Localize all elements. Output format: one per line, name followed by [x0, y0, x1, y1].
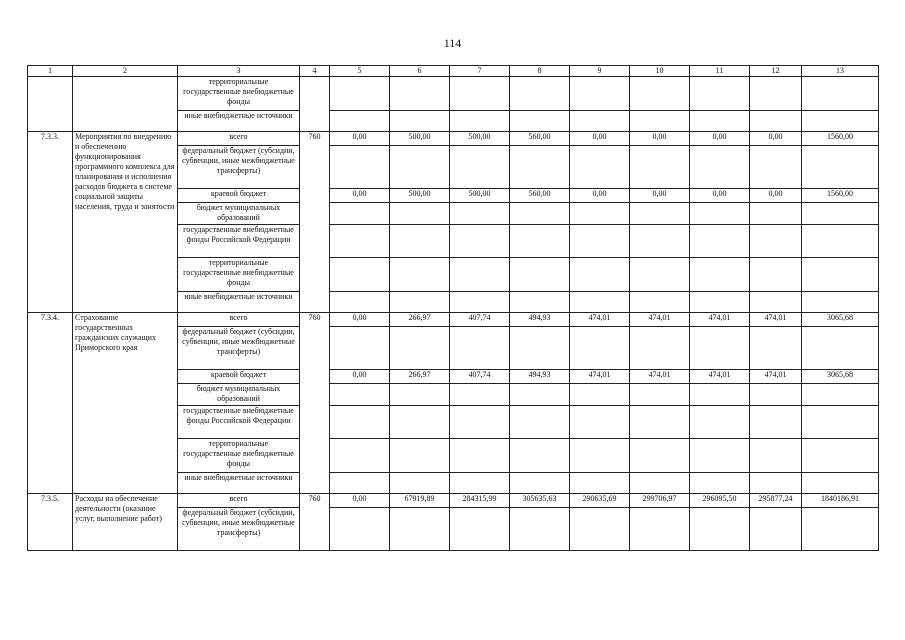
value-cell: [750, 258, 802, 292]
budget-table: [27, 65, 879, 551]
value-cell: 500,00: [450, 189, 510, 203]
value-cell: [690, 77, 750, 111]
value-cell: [802, 384, 879, 406]
header-cell: 4: [300, 66, 330, 77]
value-cell: [510, 508, 570, 551]
value-cell: [630, 384, 690, 406]
item-code: [28, 77, 73, 132]
value-cell: [802, 77, 879, 111]
value-cell: [802, 439, 879, 473]
value-cell: [330, 292, 390, 313]
value-cell: [690, 111, 750, 132]
value-cell: 560,00: [510, 189, 570, 203]
value-cell: [690, 473, 750, 494]
funding-source-label: всего: [178, 132, 300, 146]
value-cell: [750, 146, 802, 189]
value-cell: [690, 406, 750, 439]
funding-source-label: иные внебюджетные источники: [178, 473, 300, 494]
value-cell: 0,00: [570, 189, 630, 203]
value-cell: [570, 292, 630, 313]
value-cell: [630, 292, 690, 313]
value-cell: 474,01: [750, 370, 802, 384]
header-cell: 7: [450, 66, 510, 77]
value-cell: [570, 439, 630, 473]
header-cell: 5: [330, 66, 390, 77]
value-cell: [630, 439, 690, 473]
header-cell: 1: [28, 66, 73, 77]
value-cell: 290635,69: [570, 494, 630, 508]
funding-source-label: территориальные государственные внебюджетные фонды: [178, 77, 300, 111]
value-cell: 0,00: [630, 189, 690, 203]
value-cell: [510, 77, 570, 111]
value-cell: [390, 77, 450, 111]
value-cell: [750, 203, 802, 225]
value-cell: [330, 203, 390, 225]
funding-source-label: всего: [178, 494, 300, 508]
value-cell: [570, 225, 630, 258]
header-cell: 11: [690, 66, 750, 77]
value-cell: [630, 327, 690, 370]
value-cell: [450, 292, 510, 313]
value-cell: [630, 77, 690, 111]
value-cell: [510, 439, 570, 473]
value-cell: [390, 292, 450, 313]
value-cell: [802, 111, 879, 132]
value-cell: [690, 146, 750, 189]
table-row: [28, 77, 879, 111]
value-cell: [510, 111, 570, 132]
value-cell: [510, 384, 570, 406]
value-cell: [450, 146, 510, 189]
value-cell: [450, 203, 510, 225]
value-cell: [750, 327, 802, 370]
value-cell: [330, 77, 390, 111]
value-cell: [750, 473, 802, 494]
funding-source-label: краевой бюджет: [178, 370, 300, 384]
value-cell: [450, 384, 510, 406]
funding-source-label: государственные внебюджетные фонды Российской Федерации: [178, 225, 300, 258]
value-cell: [330, 225, 390, 258]
value-cell: [630, 406, 690, 439]
value-cell: [390, 508, 450, 551]
value-cell: 0,00: [750, 132, 802, 146]
value-cell: [390, 406, 450, 439]
funding-source-label: иные внебюджетные источники: [178, 292, 300, 313]
header-cell: 8: [510, 66, 570, 77]
value-cell: [630, 225, 690, 258]
value-cell: [690, 292, 750, 313]
value-cell: [690, 384, 750, 406]
value-cell: [802, 508, 879, 551]
value-cell: 296095,50: [690, 494, 750, 508]
value-cell: [690, 225, 750, 258]
value-cell: [750, 439, 802, 473]
funding-source-label: федеральный бюджет (субсидии, субвенции, иные межбюджетные трансферты): [178, 327, 300, 370]
value-cell: [630, 508, 690, 551]
value-cell: [510, 203, 570, 225]
grbs-code: [300, 77, 330, 132]
value-cell: 0,00: [330, 189, 390, 203]
value-cell: 266,97: [390, 313, 450, 327]
header-cell: 13: [802, 66, 879, 77]
value-cell: [390, 225, 450, 258]
value-cell: [750, 111, 802, 132]
value-cell: [750, 77, 802, 111]
value-cell: [330, 327, 390, 370]
value-cell: [570, 473, 630, 494]
value-cell: [802, 473, 879, 494]
value-cell: [450, 327, 510, 370]
header-row: [28, 66, 879, 77]
value-cell: 500,00: [450, 132, 510, 146]
value-cell: [570, 146, 630, 189]
table-row: [28, 313, 879, 327]
value-cell: [690, 203, 750, 225]
value-cell: [630, 258, 690, 292]
header-cell: 3: [178, 66, 300, 77]
value-cell: [510, 225, 570, 258]
value-cell: [330, 508, 390, 551]
item-code: 7.3.5.: [28, 494, 73, 551]
page-number: 114: [443, 36, 462, 50]
value-cell: [510, 327, 570, 370]
value-cell: 474,01: [570, 313, 630, 327]
value-cell: 407,74: [450, 370, 510, 384]
item-name: Страхование государственных гражданских служащих Приморского края: [73, 313, 178, 494]
value-cell: [450, 77, 510, 111]
value-cell: 500,00: [390, 189, 450, 203]
value-cell: [630, 111, 690, 132]
value-cell: 284315,99: [450, 494, 510, 508]
value-cell: [570, 406, 630, 439]
value-cell: [802, 406, 879, 439]
value-cell: [390, 473, 450, 494]
value-cell: 1840186,91: [802, 494, 879, 508]
value-cell: [690, 327, 750, 370]
value-cell: [630, 473, 690, 494]
funding-source-label: территориальные государственные внебюджетные фонды: [178, 439, 300, 473]
value-cell: [802, 258, 879, 292]
funding-source-label: федеральный бюджет (субсидии, субвенции, иные межбюджетные трансферты): [178, 146, 300, 189]
value-cell: [690, 439, 750, 473]
value-cell: [330, 258, 390, 292]
value-cell: [450, 439, 510, 473]
value-cell: [750, 225, 802, 258]
table-row: [28, 494, 879, 508]
value-cell: 0,00: [690, 189, 750, 203]
value-cell: [570, 77, 630, 111]
value-cell: [330, 406, 390, 439]
value-cell: [510, 292, 570, 313]
value-cell: 474,01: [750, 313, 802, 327]
value-cell: 299706,97: [630, 494, 690, 508]
value-cell: 474,01: [570, 370, 630, 384]
funding-source-label: государственные внебюджетные фонды Российской Федерации: [178, 406, 300, 439]
value-cell: 407,74: [450, 313, 510, 327]
value-cell: 1560,00: [802, 189, 879, 203]
value-cell: 474,01: [690, 313, 750, 327]
value-cell: [330, 439, 390, 473]
value-cell: [570, 384, 630, 406]
value-cell: [690, 258, 750, 292]
header-cell: 2: [73, 66, 178, 77]
value-cell: 0,00: [750, 189, 802, 203]
value-cell: [570, 111, 630, 132]
value-cell: 474,01: [630, 370, 690, 384]
value-cell: [450, 258, 510, 292]
value-cell: [802, 225, 879, 258]
value-cell: 494,93: [510, 313, 570, 327]
item-name: [73, 77, 178, 132]
value-cell: [450, 508, 510, 551]
header-cell: 10: [630, 66, 690, 77]
value-cell: [630, 146, 690, 189]
value-cell: [330, 473, 390, 494]
value-cell: 0,00: [630, 132, 690, 146]
header-cell: 9: [570, 66, 630, 77]
funding-source-label: бюджет муниципальных образований: [178, 203, 300, 225]
value-cell: [750, 508, 802, 551]
value-cell: 305635,63: [510, 494, 570, 508]
value-cell: [390, 439, 450, 473]
value-cell: 1560,00: [802, 132, 879, 146]
item-name: Расходы на обеспечение деятельности (оказание услуг, выполнение работ): [73, 494, 178, 551]
value-cell: 266,97: [390, 370, 450, 384]
value-cell: [802, 327, 879, 370]
value-cell: 0,00: [330, 313, 390, 327]
value-cell: [802, 146, 879, 189]
value-cell: [802, 292, 879, 313]
value-cell: [450, 111, 510, 132]
value-cell: [802, 203, 879, 225]
header-cell: 6: [390, 66, 450, 77]
value-cell: [630, 203, 690, 225]
value-cell: [450, 473, 510, 494]
value-cell: [570, 327, 630, 370]
funding-source-label: иные внебюджетные источники: [178, 111, 300, 132]
value-cell: 0,00: [690, 132, 750, 146]
funding-source-label: бюджет муниципальных образований: [178, 384, 300, 406]
value-cell: 0,00: [330, 494, 390, 508]
value-cell: [510, 146, 570, 189]
value-cell: 0,00: [570, 132, 630, 146]
value-cell: 560,00: [510, 132, 570, 146]
value-cell: [330, 146, 390, 189]
value-cell: [390, 111, 450, 132]
value-cell: [390, 203, 450, 225]
header-cell: 12: [750, 66, 802, 77]
item-name: Мероприятия по внедрению и обеспечению функционирования программного комплекса для планирования и исполнения расходов бюджета в системе социальной защиты населения, труда и занятости: [73, 132, 178, 313]
value-cell: [750, 384, 802, 406]
value-cell: 3065,68: [802, 370, 879, 384]
table-body: [28, 66, 879, 551]
funding-source-label: всего: [178, 313, 300, 327]
item-code: 7.3.3.: [28, 132, 73, 313]
funding-source-label: территориальные государственные внебюджетные фонды: [178, 258, 300, 292]
value-cell: [510, 406, 570, 439]
value-cell: [750, 292, 802, 313]
value-cell: 500,00: [390, 132, 450, 146]
value-cell: [390, 146, 450, 189]
value-cell: [570, 258, 630, 292]
value-cell: [450, 406, 510, 439]
value-cell: 0,00: [330, 132, 390, 146]
grbs-code: 760: [300, 494, 330, 551]
grbs-code: 760: [300, 313, 330, 494]
value-cell: 295877,24: [750, 494, 802, 508]
value-cell: 494,93: [510, 370, 570, 384]
value-cell: [690, 508, 750, 551]
value-cell: [750, 406, 802, 439]
value-cell: [330, 111, 390, 132]
value-cell: 474,01: [630, 313, 690, 327]
funding-source-label: федеральный бюджет (субсидии, субвенции, иные межбюджетные трансферты): [178, 508, 300, 551]
value-cell: [570, 508, 630, 551]
grbs-code: 760: [300, 132, 330, 313]
table-row: [28, 132, 879, 146]
value-cell: [330, 384, 390, 406]
funding-source-label: краевой бюджет: [178, 189, 300, 203]
value-cell: [390, 327, 450, 370]
value-cell: [390, 258, 450, 292]
value-cell: 474,01: [690, 370, 750, 384]
value-cell: 3065,68: [802, 313, 879, 327]
value-cell: [570, 203, 630, 225]
value-cell: [390, 384, 450, 406]
value-cell: 0,00: [330, 370, 390, 384]
value-cell: [510, 258, 570, 292]
item-code: 7.3.4.: [28, 313, 73, 494]
value-cell: [510, 473, 570, 494]
value-cell: 67919,89: [390, 494, 450, 508]
value-cell: [450, 225, 510, 258]
